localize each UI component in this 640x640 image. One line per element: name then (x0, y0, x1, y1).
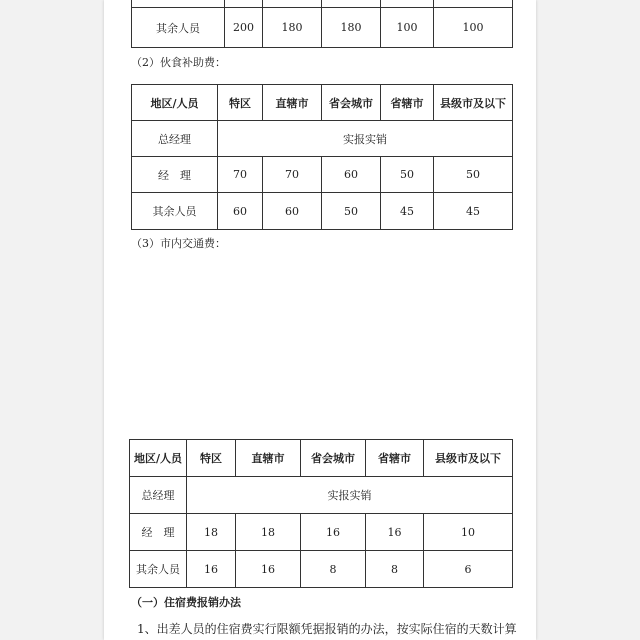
table-cell: 18 (236, 514, 301, 551)
table-cell: 45 (381, 193, 434, 230)
column-header: 地区/人员 (132, 85, 218, 121)
accommodation-table-partial (131, 0, 513, 48)
table-row (132, 193, 513, 230)
table-row (130, 477, 513, 514)
lodging-heading: （一）住宿费报销办法 (131, 596, 241, 609)
row-label: 其余人员 (132, 193, 218, 230)
row-label: 其余人员 (130, 551, 187, 588)
transport-allowance-table (129, 439, 513, 588)
column-header: 县级市及以下 (424, 440, 513, 477)
column-header: 县级市及以下 (434, 85, 513, 121)
row-label: 经 理 (132, 157, 218, 193)
section-title-meal: （2）伙食补助费： (131, 56, 226, 69)
table-cell: 16 (366, 514, 424, 551)
table-cell: 18 (187, 514, 236, 551)
table-header-row (130, 440, 513, 477)
table-cell: 70 (218, 157, 263, 193)
column-header: 特区 (187, 440, 236, 477)
table-cell: 70 (263, 157, 322, 193)
table-cell: 180 (263, 8, 322, 48)
table-cell: 60 (218, 193, 263, 230)
table-cell: 60 (322, 157, 381, 193)
lodging-item-1: 1、出差人员的住宿费实行限额凭据报销的办法，按实际住宿的天数计算 (137, 622, 517, 636)
table-header-row (132, 85, 513, 121)
column-header: 省会城市 (301, 440, 366, 477)
table-cell: 200 (225, 8, 263, 48)
column-header: 直辖市 (236, 440, 301, 477)
section-title-transport: （3）市内交通费： (131, 237, 226, 250)
table-cell: 50 (381, 157, 434, 193)
table-cell: 180 (322, 8, 381, 48)
merged-cell: 实报实销 (218, 121, 513, 157)
table-cell: 10 (424, 514, 513, 551)
row-label: 经 理 (130, 514, 187, 551)
column-header: 省会城市 (322, 85, 381, 121)
table-cell: 16 (236, 551, 301, 588)
table-cell: 100 (434, 8, 513, 48)
table-cell: 16 (301, 514, 366, 551)
table-cell: 50 (322, 193, 381, 230)
table-row (130, 551, 513, 588)
column-header: 地区/人员 (130, 440, 187, 477)
table-cell: 50 (434, 157, 513, 193)
row-label: 总经理 (130, 477, 187, 514)
row-label: 总经理 (132, 121, 218, 157)
column-header: 特区 (218, 85, 263, 121)
table-row (130, 514, 513, 551)
table-cell: 8 (366, 551, 424, 588)
table-row (132, 157, 513, 193)
table-row (132, 121, 513, 157)
column-header: 直辖市 (263, 85, 322, 121)
table-cell: 16 (187, 551, 236, 588)
row-label: 其余人员 (132, 8, 225, 48)
table-cell: 8 (301, 551, 366, 588)
table-cell: 45 (434, 193, 513, 230)
merged-cell: 实报实销 (187, 477, 513, 514)
table-cell: 6 (424, 551, 513, 588)
table-cell: 60 (263, 193, 322, 230)
table-row (132, 8, 513, 48)
table-cell: 100 (381, 8, 434, 48)
table-row (132, 0, 513, 8)
column-header: 省辖市 (366, 440, 424, 477)
column-header: 省辖市 (381, 85, 434, 121)
meal-allowance-table (131, 84, 513, 230)
